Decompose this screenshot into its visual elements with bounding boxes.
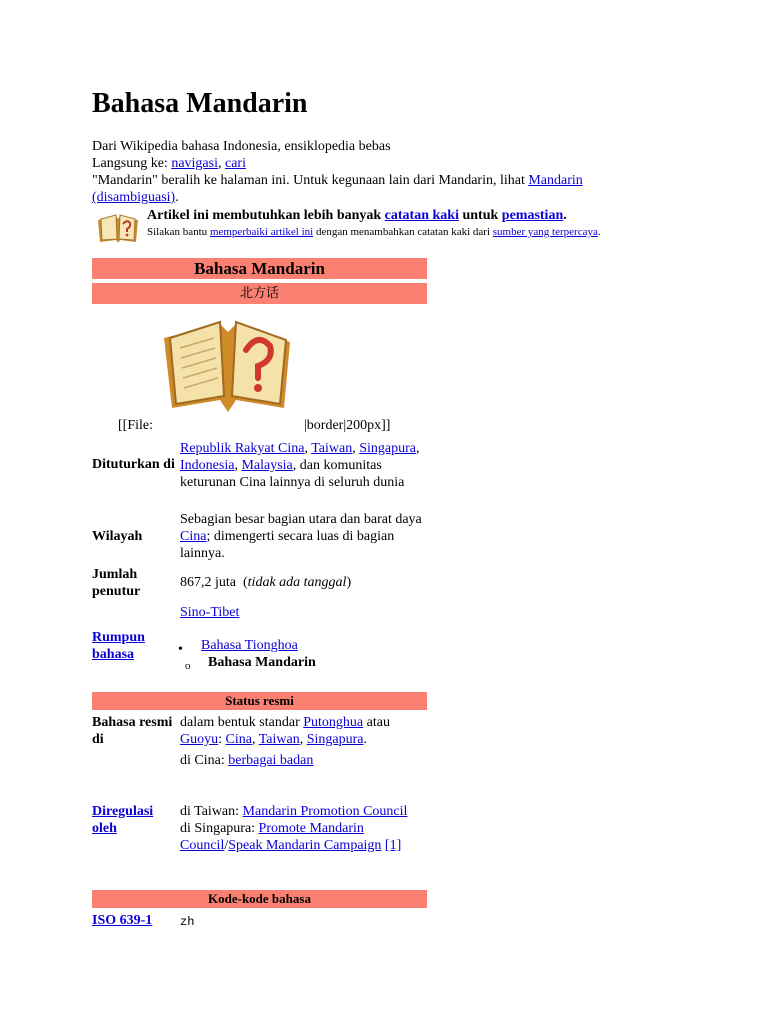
redirect-note	[92, 172, 652, 206]
speakers-label: Jumlah penutur	[92, 567, 141, 599]
notice-line-1	[147, 207, 567, 224]
speakers-value: 867,2 juta (tidak ada tanggal)	[180, 575, 352, 590]
notice-line-2	[147, 225, 627, 240]
jump-separator: ,	[217, 156, 225, 171]
notice-text-end: .	[563, 208, 567, 223]
notice-help-b: dengan menambahkan catatan kaki dari	[313, 226, 493, 238]
indonesia-link[interactable]: Indonesia	[180, 458, 235, 473]
row-region	[92, 511, 432, 563]
regulated-label[interactable]: Diregulasi oleh	[92, 804, 154, 836]
infobox-header: Bahasa Mandarin	[92, 258, 427, 279]
singapore-link[interactable]: Singapura	[359, 441, 416, 456]
chinese-language-link[interactable]: Bahasa Tionghoa	[201, 638, 298, 653]
taiwan-official-link[interactable]: Taiwan	[258, 732, 300, 747]
official-end: .	[363, 732, 367, 747]
redirect-text: "Mandarin" beralih ke halaman ini. Untuk kegunaan lain dari Mandarin, lihat	[92, 173, 529, 188]
reg-sg-separator: /	[224, 838, 229, 853]
speak-mandarin-campaign-link[interactable]: Speak Mandarin Campaign	[228, 838, 382, 853]
speakers-date-note: tidak ada tanggal	[247, 575, 347, 590]
notice-help-a: Silakan bantu	[147, 226, 210, 238]
book-question-image	[158, 308, 298, 420]
reliable-sources-link[interactable]: sumber yang terpercaya	[492, 226, 598, 238]
regulated-value	[180, 803, 430, 854]
row-reg-china	[92, 752, 432, 772]
verification-link[interactable]: pemastian	[501, 208, 564, 223]
various-bodies-link[interactable]: berbagai badan	[228, 753, 314, 768]
codes-header: Kode-kode bahasa	[92, 890, 427, 908]
notice-help-end: .	[597, 226, 601, 238]
jump-prefix: Langsung ke:	[92, 156, 172, 171]
page-title: Bahasa Mandarin	[92, 88, 308, 119]
guoyu-link[interactable]: Guoyu	[180, 732, 219, 747]
disambiguation-link[interactable]: Mandarin (disambiguasi)	[92, 173, 583, 205]
spoken-value: Republik Rakyat Cina, Taiwan, Singapura, Indonesia, Malaysia, dan komunitas keturunan Cina lainnya di seluruh dunia	[180, 441, 420, 490]
row-regulated	[92, 803, 432, 873]
spoken-rest: , dan komunitas keturunan Cina lainnya di seluruh dunia	[180, 458, 405, 490]
row-spoken-in	[92, 440, 432, 508]
infobox-native-name: 北方话	[92, 283, 427, 304]
iso-code: zh	[180, 915, 195, 929]
region-value	[180, 511, 430, 562]
reg-singapore	[180, 820, 430, 854]
official-text-c: :	[218, 732, 226, 747]
reg-china-prefix: di Cina:	[180, 753, 229, 768]
site-subtitle: Dari Wikipedia bahasa Indonesia, ensiklopedia bebas	[92, 139, 391, 154]
taiwan-link[interactable]: Taiwan	[311, 441, 353, 456]
citation-notice	[92, 207, 652, 253]
sino-tibetan-link[interactable]: Sino-Tibet	[180, 605, 240, 620]
singapore-official-link[interactable]: Singapura	[306, 732, 364, 747]
bullet-circle-icon: o	[185, 660, 191, 672]
redirect-end: .	[175, 190, 179, 205]
region-text-a: Sebagian besar bagian utara dan barat daya	[180, 512, 422, 527]
promote-mandarin-council-link[interactable]: Promote Mandarin Council	[180, 821, 364, 853]
official-label: Bahasa resmi di	[92, 715, 173, 747]
region-text-b: ; dimengerti secara luas di bagian lainnya.	[180, 529, 395, 561]
nav-link[interactable]: navigasi	[171, 156, 218, 171]
row-official	[92, 714, 432, 754]
reg-china-value	[180, 752, 430, 769]
file-markup-line	[118, 417, 391, 434]
malaysia-link[interactable]: Malaysia	[241, 458, 293, 473]
mandarin-promotion-council-link[interactable]: Mandarin Promotion Council	[242, 804, 408, 819]
notice-text-b: untuk	[458, 208, 502, 223]
file-suffix: |border|200px]]	[304, 418, 391, 433]
region-label: Wilayah	[92, 529, 143, 544]
putonghua-link[interactable]: Putonghua	[303, 715, 364, 730]
row-family	[92, 604, 432, 674]
file-prefix: [[File:	[118, 418, 153, 433]
mandarin-current: Bahasa Mandarin	[208, 655, 316, 670]
reg-taiwan	[180, 803, 430, 820]
reg-taiwan-prefix: di Taiwan:	[180, 804, 243, 819]
official-text-a: dalam bentuk standar	[180, 715, 304, 730]
reg-sg-prefix: di Singapura:	[180, 821, 259, 836]
iso-639-1-link[interactable]: ISO 639-1	[92, 913, 153, 928]
row-iso	[92, 912, 432, 932]
intro-block	[92, 138, 652, 206]
reference-1-link[interactable]: [1]	[384, 838, 402, 853]
china-region-link[interactable]: Cina	[180, 529, 207, 544]
jump-links	[92, 155, 652, 172]
speakers-count: 867,2 juta	[180, 575, 236, 590]
family-label[interactable]: Rumpun bahasa	[92, 630, 145, 662]
footnotes-link[interactable]: catatan kaki	[384, 208, 459, 223]
prc-link[interactable]: Republik Rakyat Cina	[180, 441, 305, 456]
notice-text-a: Artikel ini membutuhkan lebih banyak	[147, 208, 385, 223]
official-value: dalam bentuk standar Putonghua atau Guoyu: Cina, Taiwan, Singapura.	[180, 715, 390, 747]
improve-article-link[interactable]: memperbaiki artikel ini	[209, 226, 314, 238]
book-question-icon	[95, 210, 141, 246]
status-header: Status resmi	[92, 692, 427, 710]
official-text-b: atau	[363, 715, 390, 730]
search-link[interactable]: cari	[224, 156, 246, 171]
china-link[interactable]: Cina	[225, 732, 252, 747]
bullet-disc-icon: •	[178, 642, 183, 657]
spoken-label: Dituturkan di	[92, 457, 175, 472]
row-speakers	[92, 566, 432, 602]
family-tree	[180, 604, 430, 621]
